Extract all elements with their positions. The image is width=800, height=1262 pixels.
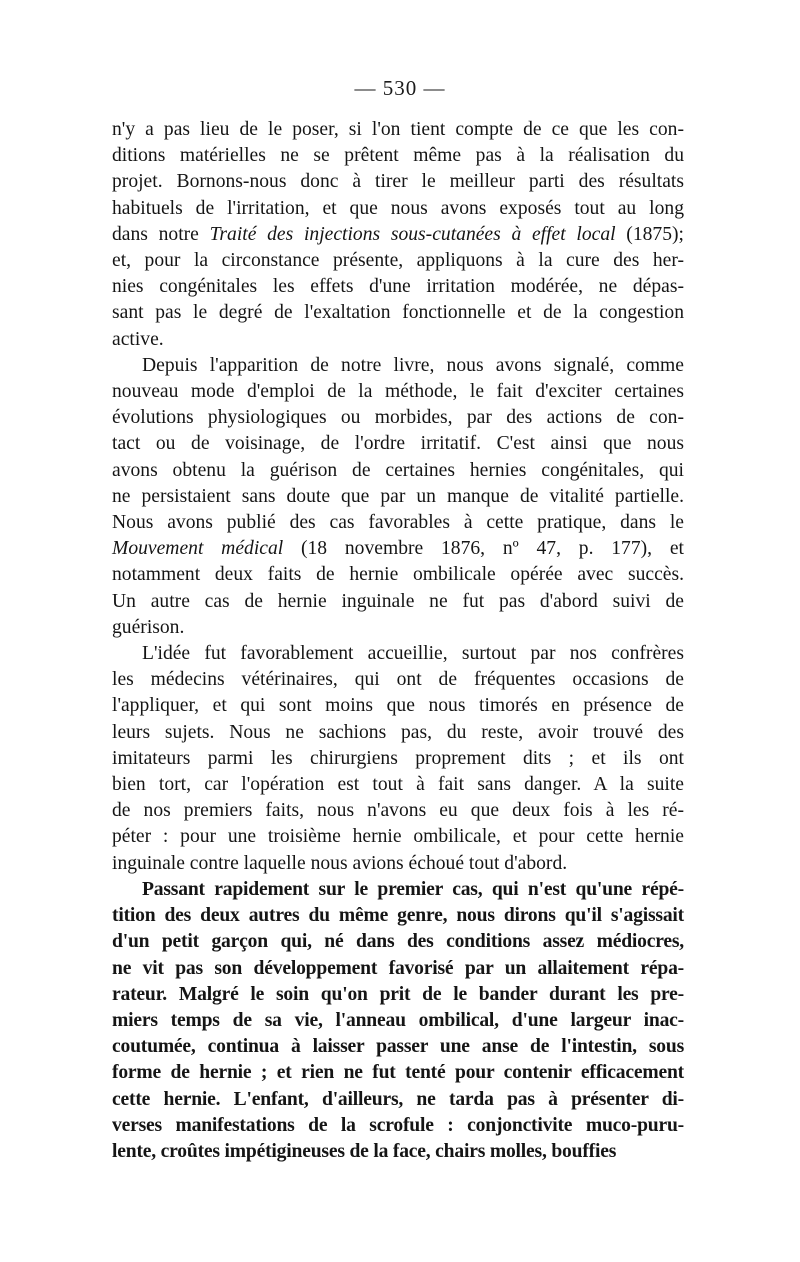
text-run: dans notre: [112, 223, 210, 245]
text-line: active.: [112, 328, 164, 350]
text-line: L'idée fut favorablement accueillie, surtout par nos confrères: [142, 643, 684, 665]
text-line: évolutions physiologiques ou morbides, par des actions de con-: [112, 407, 684, 429]
text-line: projet. Bornons-nous donc à tirer le meilleur parti des résultats: [112, 171, 684, 193]
text-line: et, pour la circonstance présente, appliquons à la cure des her-: [112, 250, 684, 272]
paragraph: [112, 641, 684, 877]
text-line: d'un petit garçon qui, né dans des conditions assez médiocres,: [112, 931, 684, 953]
text-line: ne persistaient sans doute que par un manque de vitalité partielle.: [112, 485, 684, 507]
text-line: imitateurs parmi les chirurgiens proprement dits ; et ils ont: [112, 747, 684, 769]
text-line: verses manifestations de la scrofule : conjonctivite muco-puru-: [112, 1114, 684, 1136]
paragraph: [112, 117, 684, 353]
page-number: — 530 —: [354, 76, 446, 100]
text-run: (18 novembre 1876, nº 47, p. 177), et: [283, 538, 684, 560]
text-line: guérison.: [112, 616, 185, 638]
text-line: forme de hernie ; et rien ne fut tenté pour contenir efficacement: [112, 1062, 684, 1084]
text-line: nies congénitales les effets d'une irritation modérée, ne dépas-: [112, 276, 684, 298]
text-line: rateur. Malgré le soin qu'on prit de le bander durant les pre-: [112, 983, 684, 1005]
text-line: bien tort, car l'opération est tout à fait sans danger. A la suite: [112, 774, 684, 796]
text-line: cette hernie. L'enfant, d'ailleurs, ne tarda pas à présenter di-: [112, 1088, 684, 1110]
text-line: inguinale contre laquelle nous avions échoué tout d'abord.: [112, 852, 568, 874]
text-line: lente, croûtes impétigineuses de la face, chairs molles, bouffies: [112, 1140, 617, 1162]
text-line: Nous avons publié des cas favorables à cette pratique, dans le: [112, 512, 684, 534]
text-line: miers temps de sa vie, l'anneau ombilical, d'une largeur inac-: [112, 1009, 684, 1031]
text-line: de nos premiers faits, nous n'avons eu que deux fois à les ré-: [112, 800, 684, 822]
text-line: avons obtenu la guérison de certaines hernies congénitales, qui: [112, 459, 684, 481]
text-line: Un autre cas de hernie inguinale ne fut pas d'abord suivi de: [112, 590, 684, 612]
text-line: [112, 536, 684, 562]
text-line: péter : pour une troisième hernie ombilicale, et pour cette hernie: [112, 826, 684, 848]
text-line: nouveau mode d'emploi de la méthode, le fait d'exciter certaines: [112, 381, 684, 403]
text-line: sant pas le degré de l'exaltation fonctionnelle et de la congestion: [112, 302, 684, 324]
text-line: l'appliquer, et qui sont moins que nous timorés en présence de: [112, 695, 684, 717]
text-line: n'y a pas lieu de le poser, si l'on tient compte de ce que les con-: [112, 119, 684, 140]
text-line: tact ou de voisinage, de l'ordre irritatif. C'est ainsi que nous: [112, 433, 684, 455]
paragraph: [112, 877, 684, 1165]
text-run: (1875);: [615, 223, 684, 245]
text-line: notamment deux faits de hernie ombilicale opérée avec succès.: [112, 564, 684, 586]
text-line: coutumée, continua à laisser passer une anse de l'intestin, sous: [112, 1036, 684, 1058]
text-line: les médecins vétérinaires, qui ont de fréquentes occasions de: [112, 669, 684, 691]
text-line: Depuis l'apparition de notre livre, nous avons signalé, comme: [142, 354, 684, 376]
text-line: Passant rapidement sur le premier cas, qui n'est qu'une répé-: [142, 878, 684, 900]
italic-title: Mouvement médical: [112, 538, 284, 560]
paragraph: [112, 353, 684, 641]
text-line: habituels de l'irritation, et que nous avons exposés tout au long: [112, 197, 684, 219]
italic-title: Traité des injections sous-cutanées à effet local: [209, 223, 616, 245]
text-line: leurs sujets. Nous ne sachions pas, du reste, avoir trouvé des: [112, 721, 684, 743]
page-body: [112, 117, 684, 1165]
text-line: ne vit pas son développement favorisé par un allaitement répa-: [112, 957, 684, 979]
text-line: tition des deux autres du même genre, nous dirons qu'il s'agissait: [112, 905, 684, 927]
text-line: [112, 222, 684, 248]
text-line: ditions matérielles ne se prêtent même pas à la réalisation du: [112, 145, 684, 167]
